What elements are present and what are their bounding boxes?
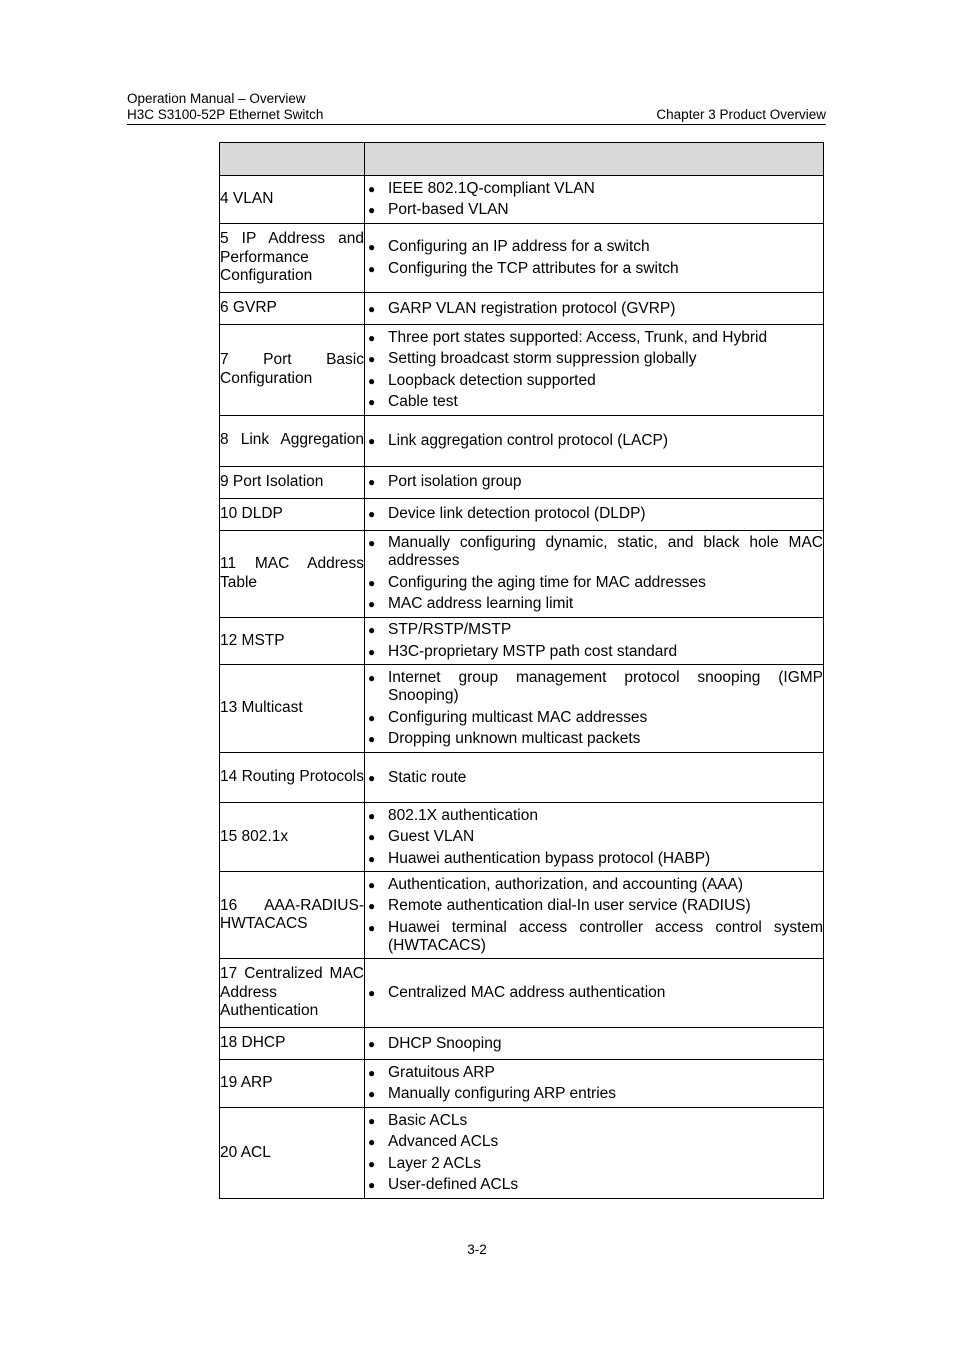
- list-item: [365, 1133, 823, 1151]
- feature-category: 19 ARP: [220, 1060, 365, 1108]
- list-item: [365, 473, 823, 491]
- feature-items-cell: [365, 1108, 824, 1199]
- bullet-icon: ●: [368, 710, 376, 725]
- list-item: [365, 984, 823, 1002]
- table-row: [220, 1060, 824, 1108]
- feature-items-cell: [365, 325, 824, 416]
- list-item: [365, 350, 823, 368]
- table-row: [220, 415, 824, 466]
- feature-item-text: Guest VLAN: [388, 828, 475, 845]
- feature-item-text: Gratuitous ARP: [388, 1063, 495, 1081]
- feature-category: 16 AAA-RADIUS-HWTACACS: [220, 872, 365, 959]
- feature-table: [219, 142, 824, 1199]
- list-item: [365, 709, 823, 727]
- list-item: [365, 643, 823, 661]
- bullet-icon: ●: [368, 475, 376, 489]
- feature-category: 17 Centralized MAC Address Authentication: [220, 959, 365, 1028]
- feature-item-text: Port-based VLAN: [388, 201, 509, 219]
- feature-item-text: Manually configuring ARP entries: [388, 1085, 617, 1103]
- feature-item-text: Dropping unknown multicast packets: [388, 730, 641, 747]
- feature-item-text: Cable test: [388, 393, 458, 410]
- bullet-icon: ●: [368, 261, 376, 276]
- list-item: [365, 807, 823, 825]
- bullet-icon: ●: [368, 597, 376, 611]
- feature-item-text: Advanced ACLs: [388, 1133, 499, 1150]
- feature-item-text: Basic ACLs: [388, 1111, 468, 1129]
- list-item: [365, 1085, 823, 1103]
- feature-list: [365, 1035, 823, 1053]
- feature-item-text: Loopback detection supported: [388, 371, 596, 389]
- feature-category: 6 GVRP: [220, 293, 365, 325]
- feature-item-text: Configuring the TCP attributes for a switch: [388, 259, 679, 277]
- list-item: [365, 201, 823, 219]
- bullet-icon: ●: [368, 575, 376, 590]
- feature-items-cell: [365, 753, 824, 803]
- list-item: [365, 828, 823, 846]
- list-item: [365, 919, 823, 955]
- feature-category: 11 MAC Address Table: [220, 530, 365, 617]
- feature-category: 12 MSTP: [220, 617, 365, 665]
- feature-items-cell: [365, 803, 824, 872]
- feature-items-cell: [365, 224, 824, 293]
- table-header-row: [220, 143, 824, 176]
- list-item: [365, 372, 823, 390]
- feature-item-text: Setting broadcast storm suppression globally: [388, 350, 697, 367]
- list-item: [365, 329, 823, 347]
- feature-item-text: User-defined ACLs: [388, 1176, 519, 1193]
- feature-list: [365, 1064, 823, 1104]
- list-item: [365, 505, 823, 523]
- bullet-icon: ●: [368, 877, 376, 892]
- feature-item-text: Huawei authentication bypass protocol (HABP): [388, 849, 711, 867]
- table-row: [220, 665, 824, 753]
- list-item: [365, 238, 823, 256]
- table-row: [220, 617, 824, 665]
- feature-items-cell: [365, 872, 824, 959]
- feature-list: [365, 769, 823, 787]
- table-row: [220, 872, 824, 959]
- list-item: [365, 1035, 823, 1053]
- feature-list: [365, 669, 823, 748]
- feature-category: 13 Multicast: [220, 665, 365, 753]
- bullet-icon: ●: [368, 851, 376, 866]
- table-row: [220, 498, 824, 530]
- list-item: [365, 574, 823, 592]
- bullet-icon: ●: [368, 536, 376, 550]
- bullet-icon: ●: [368, 395, 376, 409]
- feature-item-text: Port isolation group: [388, 473, 522, 490]
- list-item: [365, 897, 823, 915]
- table-row: [220, 803, 824, 872]
- list-item: [365, 595, 823, 613]
- list-item: [365, 669, 823, 705]
- feature-items-cell: [365, 530, 824, 617]
- feature-list: [365, 876, 823, 955]
- feature-category: 15 802.1x: [220, 803, 365, 872]
- feature-list: [365, 238, 823, 278]
- table-row: [220, 530, 824, 617]
- table-row: [220, 224, 824, 293]
- feature-item-text: Huawei terminal access controller access control system (HWTACACS): [388, 918, 823, 954]
- table-row: [220, 176, 824, 224]
- bullet-icon: ●: [368, 899, 376, 913]
- list-item: [365, 1064, 823, 1082]
- feature-list: [365, 505, 823, 523]
- feature-item-text: H3C-proprietary MSTP path cost standard: [388, 642, 678, 660]
- feature-category: 18 DHCP: [220, 1028, 365, 1060]
- feature-list: [365, 1112, 823, 1195]
- bullet-icon: ●: [368, 203, 376, 218]
- feature-item-text: Layer 2 ACLs: [388, 1154, 482, 1172]
- feature-item-text: GARP VLAN registration protocol (GVRP): [388, 299, 676, 317]
- feature-list: [365, 807, 823, 868]
- list-item: [365, 769, 823, 787]
- table-header-cell: [365, 143, 824, 176]
- table-header-cell: [220, 143, 365, 176]
- bullet-icon: ●: [368, 623, 376, 637]
- feature-item-text: Three port states supported: Access, Trunk, and Hybrid: [388, 328, 768, 346]
- feature-category: 7 Port Basic Configuration: [220, 325, 365, 416]
- feature-list: [365, 534, 823, 613]
- feature-item-text: Internet group management protocol snooping (IGMP Snooping): [388, 669, 823, 704]
- bullet-icon: ●: [368, 330, 376, 345]
- bullet-icon: ●: [368, 1135, 376, 1149]
- feature-item-text: STP/RSTP/MSTP: [388, 621, 512, 638]
- list-item: [365, 300, 823, 318]
- feature-items-cell: [365, 1060, 824, 1108]
- feature-items-cell: [365, 498, 824, 530]
- feature-list: [365, 984, 823, 1002]
- bullet-icon: ●: [368, 644, 376, 659]
- bullet-icon: ●: [368, 920, 376, 935]
- feature-item-text: MAC address learning limit: [388, 595, 574, 612]
- feature-list: [365, 473, 823, 491]
- table-row: [220, 325, 824, 416]
- list-item: [365, 876, 823, 894]
- bullet-icon: ●: [368, 1036, 376, 1051]
- feature-category: 14 Routing Protocols: [220, 753, 365, 803]
- feature-items-cell: [365, 176, 824, 224]
- feature-items-cell: [365, 466, 824, 498]
- feature-list: [365, 621, 823, 661]
- feature-item-text: Link aggregation control protocol (LACP): [388, 431, 669, 449]
- product-name: H3C S3100-52P Ethernet Switch: [127, 107, 324, 122]
- feature-item-text: Configuring multicast MAC addresses: [388, 708, 648, 726]
- bullet-icon: ●: [368, 986, 376, 1000]
- table-row: [220, 1028, 824, 1060]
- feature-item-text: Device link detection protocol (DLDP): [388, 505, 646, 522]
- feature-list: [365, 432, 823, 450]
- feature-item-text: Configuring an IP address for a switch: [388, 238, 650, 256]
- feature-items-cell: [365, 665, 824, 753]
- chapter-title: Chapter 3 Product Overview: [656, 107, 826, 122]
- feature-item-text: 802.1X authentication: [388, 806, 538, 824]
- bullet-icon: ●: [368, 671, 376, 685]
- bullet-icon: ●: [368, 808, 376, 823]
- table-row: [220, 753, 824, 803]
- feature-items-cell: [365, 1028, 824, 1060]
- feature-item-text: DHCP Snooping: [388, 1034, 502, 1052]
- bullet-icon: ●: [368, 373, 376, 388]
- bullet-icon: ●: [368, 1065, 376, 1080]
- header-divider: [127, 124, 826, 125]
- bullet-icon: ●: [368, 732, 376, 746]
- list-item: [365, 1112, 823, 1130]
- feature-category: 4 VLAN: [220, 176, 365, 224]
- list-item: [365, 180, 823, 198]
- table-row: [220, 959, 824, 1028]
- manual-title: Operation Manual – Overview: [127, 91, 306, 106]
- list-item: [365, 534, 823, 570]
- list-item: [365, 730, 823, 748]
- feature-items-cell: [365, 959, 824, 1028]
- list-item: [365, 393, 823, 411]
- list-item: [365, 850, 823, 868]
- bullet-icon: ●: [368, 433, 376, 448]
- bullet-icon: ●: [368, 352, 376, 366]
- feature-category: 10 DLDP: [220, 498, 365, 530]
- feature-category: 9 Port Isolation: [220, 466, 365, 498]
- table-row: [220, 293, 824, 325]
- feature-item-text: Authentication, authorization, and accounting (AAA): [388, 875, 744, 893]
- list-item: [365, 1176, 823, 1194]
- list-item: [365, 621, 823, 639]
- bullet-icon: ●: [368, 181, 376, 196]
- feature-items-cell: [365, 415, 824, 466]
- feature-item-text: Static route: [388, 768, 467, 786]
- feature-list: [365, 329, 823, 412]
- page-number: 3-2: [467, 1242, 487, 1257]
- table-row: [220, 1108, 824, 1199]
- bullet-icon: ●: [368, 301, 376, 316]
- feature-item-text: Centralized MAC address authentication: [388, 984, 666, 1001]
- bullet-icon: ●: [368, 1113, 376, 1128]
- feature-list: [365, 180, 823, 220]
- list-item: [365, 432, 823, 450]
- bullet-icon: ●: [368, 240, 376, 255]
- feature-list: [365, 300, 823, 318]
- feature-item-text: IEEE 802.1Q-compliant VLAN: [388, 179, 595, 197]
- feature-item-text: Manually configuring dynamic, static, and black hole MAC addresses: [388, 534, 823, 569]
- feature-category: 5 IP Address and Performance Configuration: [220, 224, 365, 293]
- document-header: [127, 91, 323, 123]
- feature-items-cell: [365, 293, 824, 325]
- feature-item-text: Remote authentication dial-In user service (RADIUS): [388, 897, 751, 914]
- bullet-icon: ●: [368, 507, 376, 521]
- bullet-icon: ●: [368, 830, 376, 844]
- list-item: [365, 260, 823, 278]
- bullet-icon: ●: [368, 1087, 376, 1102]
- bullet-icon: ●: [368, 1156, 376, 1171]
- list-item: [365, 1155, 823, 1173]
- feature-category: 8 Link Aggregation: [220, 415, 365, 466]
- feature-category: 20 ACL: [220, 1108, 365, 1199]
- feature-item-text: Configuring the aging time for MAC addresses: [388, 573, 706, 591]
- bullet-icon: ●: [368, 770, 376, 785]
- table-row: [220, 466, 824, 498]
- feature-items-cell: [365, 617, 824, 665]
- bullet-icon: ●: [368, 1178, 376, 1192]
